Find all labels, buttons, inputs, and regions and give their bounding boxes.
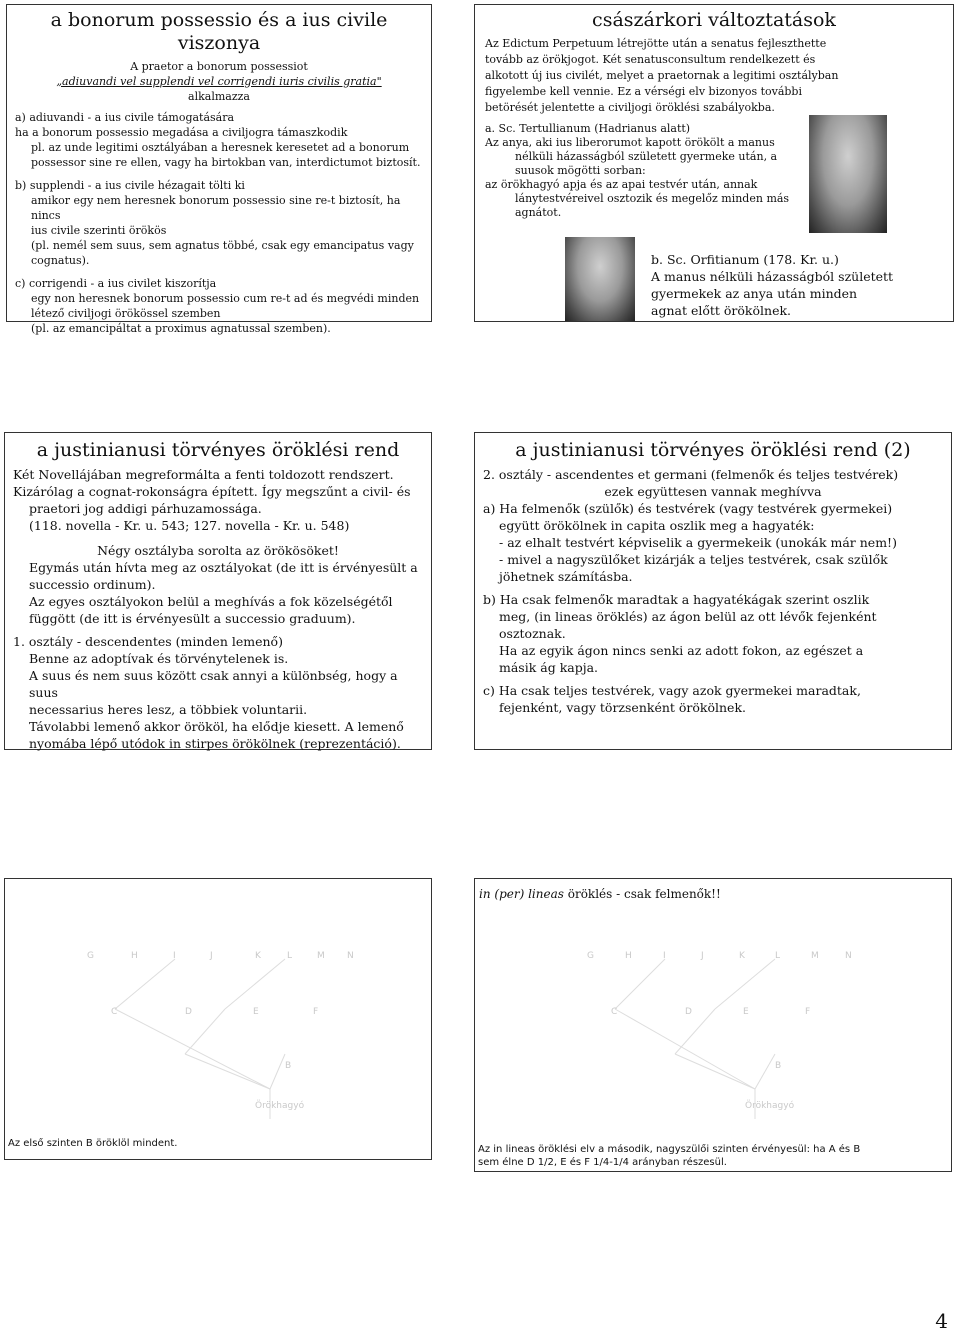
node-label: N — [347, 951, 354, 961]
text-line: Benne az adoptívak és törvénytelenek is. — [29, 650, 289, 666]
text-line: (pl. nemél sem suus, sem agnatus többé, csak egy emancipatus vagy — [31, 238, 414, 252]
text-line: agnat előtt örökölnek. — [651, 303, 792, 318]
text-line: Kizárólag a cognat-rokonságra épített. Így megszűnt a civil- és — [13, 483, 411, 499]
text-line: successio ordinum). — [29, 576, 156, 592]
tree-edge — [115, 1009, 270, 1089]
slide-justinianusi-rend-2 — [474, 432, 952, 750]
node-label: D — [685, 1007, 692, 1017]
page-number: 4 — [935, 1309, 948, 1333]
section-heading: b. Sc. Orfitianum (178. Kr. u.) — [651, 252, 839, 267]
node-label: J — [701, 951, 704, 961]
tree-edge — [675, 1009, 715, 1054]
text-line: Távolabbi lemenő akkor örököl, ha elődje kiesett. A lemenő — [29, 718, 404, 734]
text-line: (118. novella - Kr. u. 543; 127. novella - Kr. u. 548) — [29, 517, 350, 533]
text-line: pl. az unde legitimi osztályában a heresnek keresetet ad a bonorum — [31, 140, 410, 154]
node-label: M — [811, 951, 819, 961]
node-label: L — [287, 951, 293, 961]
text-line: jöhetnek számításba. — [499, 568, 633, 584]
text-line: cognatus). — [31, 253, 90, 267]
text-line: praetori jog addigi párhuzamossága. — [29, 500, 262, 516]
text-line: ius civile szerinti örökös — [31, 223, 167, 237]
section-tertullianum — [485, 122, 805, 220]
intro-line: A praetor a bonorum possessiot — [130, 59, 308, 73]
text-line: agnátot. — [515, 205, 562, 219]
text-line: függött (de itt is érvényesült a successio graduum). — [29, 610, 356, 626]
text-line: gyermekek az anya után minden — [651, 286, 858, 301]
text-line: - mivel a nagyszülőket kizárják a teljes testvérek, csak szülők — [499, 551, 888, 567]
slide-csaszarkori — [474, 4, 954, 322]
tree-edge — [675, 1054, 755, 1089]
tree-edge — [755, 1054, 775, 1089]
slide-title: a bonorum possessio és a ius civile viszonya — [50, 9, 388, 54]
section-c — [15, 276, 423, 336]
text-line: necessarius heres lesz, a többiek voluntarii. — [29, 701, 308, 717]
node-label: Örökhagyó — [745, 1101, 795, 1111]
text-line: b) supplendi - a ius civile hézagait tölti ki — [15, 178, 245, 192]
bust-image-marcus-aurelius — [565, 237, 635, 321]
text-line: fejenként, vagy törzsenként örökölnek. — [499, 699, 747, 715]
slide-title: a justinianusi törvényes öröklési rend (2) — [515, 439, 911, 461]
text-line: A suus és nem suus között csak annyi a különbség, hogy a suus — [29, 667, 398, 700]
text-line: betörését jelentette a civiljogi öröklési szabályokba. — [485, 100, 775, 114]
title-italic: in (per) lineas — [479, 887, 564, 901]
node-label: H — [131, 951, 138, 961]
diagram-caption: Az első szinten B öröklöl mindent. — [8, 1138, 178, 1149]
text-line: possessor sine re ellen, vagy ha birtokban van, interdictumot biztosít. — [31, 155, 421, 169]
family-tree-diagram — [475, 879, 951, 1129]
section-heading: a. Sc. Tertullianum (Hadrianus alatt) — [485, 121, 691, 135]
text-line: az örökhagyó apja és az apai testvér után, annak — [485, 177, 758, 191]
text-line: nyomába lépő utódok in stirpes örökölnek (reprezentáció). — [29, 735, 401, 751]
title-text: öröklés - csak felmenők!! — [567, 887, 721, 901]
text-line: - az elhalt testvért képviselik a gyermekeik (unokák már nem!) — [499, 534, 897, 550]
slide-title: a justinianusi törvényes öröklési rend — [36, 439, 400, 461]
section-orfitianum — [651, 251, 893, 319]
intro-line: alkalmazza — [188, 89, 250, 103]
text-line: egy non heresnek bonorum possessio cum re-t ad és megvédi minden — [31, 291, 420, 305]
text-line: Egymás után hívta meg az osztályokat (de itt is érvényesült a — [29, 559, 418, 575]
intro-paragraph — [485, 36, 943, 116]
caption-line: Az in lineas öröklési elv a második, nagyszülői szinten érvényesül: ha A és B — [478, 1144, 861, 1155]
node-label: Örökhagyó — [255, 1101, 305, 1111]
text-line: 1. osztály - descendentes (minden lemenő) — [13, 633, 283, 649]
text-line: c) Ha csak teljes testvérek, vagy azok gyermekei maradtak, — [483, 682, 861, 698]
tree-edge — [115, 959, 175, 1009]
intro-quote: „adiuvandi vel supplendi vel corrigendi iuris civilis gratia" — [56, 74, 382, 88]
tree-edge — [615, 959, 665, 1009]
node-label: K — [739, 951, 745, 961]
text-line: Két Novellájában megreformálta a fenti toldozott rendszert. — [13, 466, 394, 482]
text-line: Az egyes osztályokon belül a meghívás a fok közelségétől — [29, 593, 393, 609]
node-label: I — [663, 951, 666, 961]
node-label: F — [313, 1007, 319, 1017]
tree-edge — [270, 1054, 285, 1089]
text-line: Az anya, aki ius liberorumot kapott örökölt a manus — [485, 135, 775, 149]
text-line: ha a bonorum possessio megadása a civiljogra támaszkodik — [15, 125, 348, 139]
section-b — [15, 178, 423, 268]
family-tree-diagram — [5, 879, 431, 1129]
node-label: G — [87, 951, 94, 961]
node-label: H — [625, 951, 632, 961]
text-line: együtt örökölnek in capita oszlik meg a hagyaték: — [499, 517, 815, 533]
text-line: nélküli házasságból született gyermeke után, a — [515, 149, 778, 163]
text-line: suusok mögötti sorban: — [515, 163, 646, 177]
text-line: tovább az örökjogot. Két senatusconsultum rendelkezett és — [485, 52, 816, 66]
tree-edge — [715, 959, 775, 1009]
text-line: (pl. az emancipáltat a proximus agnatussal szemben). — [31, 321, 331, 335]
text-line: b) Ha csak felmenők maradtak a hagyatékágak szerint oszlik — [483, 591, 870, 607]
intro-block — [15, 59, 423, 104]
node-label: B — [775, 1061, 782, 1071]
node-label: D — [185, 1007, 192, 1017]
text-line: másik ág kapja. — [499, 659, 599, 675]
section-a — [15, 110, 423, 170]
text-line: a) adiuvandi - a ius civile támogatására — [15, 110, 235, 124]
node-label: N — [845, 951, 852, 961]
text-line: meg, (in lineas öröklés) az ágon belül az ott lévők fejenként — [499, 608, 877, 624]
text-line: ezek együttesen vannak meghívva — [604, 483, 822, 499]
text-line: alkotott új ius civilét, melyet a praetornak a legitimi osztályban — [485, 68, 839, 82]
body-text — [483, 466, 943, 716]
text-line: A manus nélküli házasságból született — [651, 269, 894, 284]
text-line: lánytestvéreivel osztozik és megelőz minden más — [515, 191, 790, 205]
diagram-caption — [478, 1143, 860, 1169]
tree-edge — [615, 1009, 755, 1089]
body-text — [13, 466, 423, 752]
text-line: létező civiljogi örökössel szemben — [31, 306, 221, 320]
caption-line: sem élne D 1/2, E és F 1/4-1/4 arányban részesül. — [478, 1157, 727, 1168]
tree-edge — [225, 959, 285, 1009]
text-line: a) Ha felmenők (szülők) és testvérek (vagy testvérek gyermekei) — [483, 500, 893, 516]
node-label: G — [587, 951, 594, 961]
text-line: figyelembe kell vennie. Ez a vérségi elv bizonyos további — [485, 84, 802, 98]
slide-title: császárkori változtatások — [592, 9, 836, 31]
text-line: amikor egy nem heresnek bonorum possessio sine re-t biztosít, ha nincs — [31, 193, 401, 222]
node-label: M — [317, 951, 325, 961]
node-label: E — [253, 1007, 259, 1017]
text-line: c) corrigendi - a ius civilet kiszorítja — [15, 276, 217, 290]
bust-image-hadrianus — [809, 115, 887, 233]
node-label: C — [611, 1007, 618, 1017]
node-label: E — [743, 1007, 749, 1017]
node-label: F — [805, 1007, 811, 1017]
text-line: Ha az egyik ágon nincs senki az adott fokon, az egészet a — [499, 642, 864, 658]
node-label: I — [173, 951, 176, 961]
text-line: Négy osztályba sorolta az örökösöket! — [97, 542, 339, 558]
slide-diagram-first-level — [4, 878, 432, 1160]
text-line: 2. osztály - ascendentes et germani (felmenők és teljes testvérek) — [483, 466, 899, 482]
node-label: C — [111, 1007, 118, 1017]
node-label: J — [210, 951, 213, 961]
text-line: Az Edictum Perpetuum létrejötte után a senatus fejleszthette — [485, 36, 827, 50]
slide-justinianusi-rend — [4, 432, 432, 750]
slide-in-lineas — [474, 878, 952, 1172]
node-label: L — [775, 951, 781, 961]
text-line: osztoznak. — [499, 625, 566, 641]
node-label: K — [255, 951, 261, 961]
tree-edge — [185, 1054, 270, 1089]
slide-bonorum-possessio — [6, 4, 432, 335]
node-label: B — [285, 1061, 292, 1071]
